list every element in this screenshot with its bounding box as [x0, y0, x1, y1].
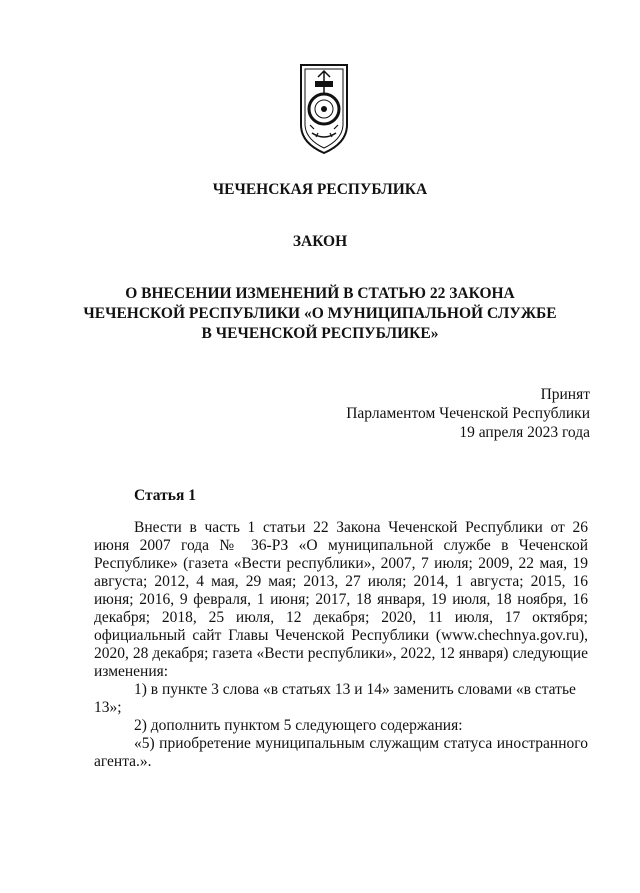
article-body	[94, 519, 588, 771]
adoption-date: 19 апреля 2023 года	[459, 424, 590, 441]
amendment-item-2: 2) дополнить пунктом 5 следующего содержания:	[134, 717, 463, 734]
article-intro-paragraph: Внести в часть 1 статьи 22 Закона Чеченской Республики от 26 июня 2007 года № 36-РЗ «О муниципальной службе в Чеченской Республике» (газета «Вести республики», 2007, 7 июля; 2009, 22 мая, 19 августа; 2012, 4 мая, 29 мая; 2013, 27 июля; 2014, 1 августа; 2015, 16 июня; 2016, 9 февраля, 1 июня; 2017, 18 января, 19 июля, 18 ноября, 16 декабря; 2018, 25 июля, 12 декабря; 2020, 11 июля, 17 октября; официальный сайт Главы Чеченской Республики (www.chechnya.gov.ru), 2020, 28 декабря; газета «Вести республики», 2022, 12 января) следующие изменения:	[94, 519, 588, 680]
republic-heading: ЧЕЧЕНСКАЯ РЕСПУБЛИКА	[212, 181, 428, 198]
adoption-line-2: Парламентом Чеченской Республики	[346, 405, 590, 422]
law-title-line-1: О ВНЕСЕНИИ ИЗМЕНЕНИЙ В СТАТЬЮ 22 ЗАКОНА	[125, 285, 515, 302]
law-title-line-2: ЧЕЧЕНСКОЙ РЕСПУБЛИКИ «О МУНИЦИПАЛЬНОЙ СЛУЖБЕ	[83, 305, 557, 322]
law-title-line-3: В ЧЕЧЕНСКОЙ РЕСПУБЛИКЕ»	[201, 325, 439, 342]
doc-type-heading: ЗАКОН	[292, 233, 348, 250]
amendment-item-5-text: «5) приобретение муниципальным служащим статуса иностранного агента.».	[94, 735, 588, 770]
coat-of-arms-icon	[298, 63, 350, 155]
adoption-block	[346, 385, 590, 442]
article-heading: Статья 1	[134, 487, 196, 504]
amendment-item-1: 1) в пункте 3 слова «в статьях 13 и 14» заменить словами «в статье 13»;	[94, 681, 576, 716]
adoption-line-1: Принят	[540, 386, 590, 403]
law-title	[0, 284, 640, 344]
